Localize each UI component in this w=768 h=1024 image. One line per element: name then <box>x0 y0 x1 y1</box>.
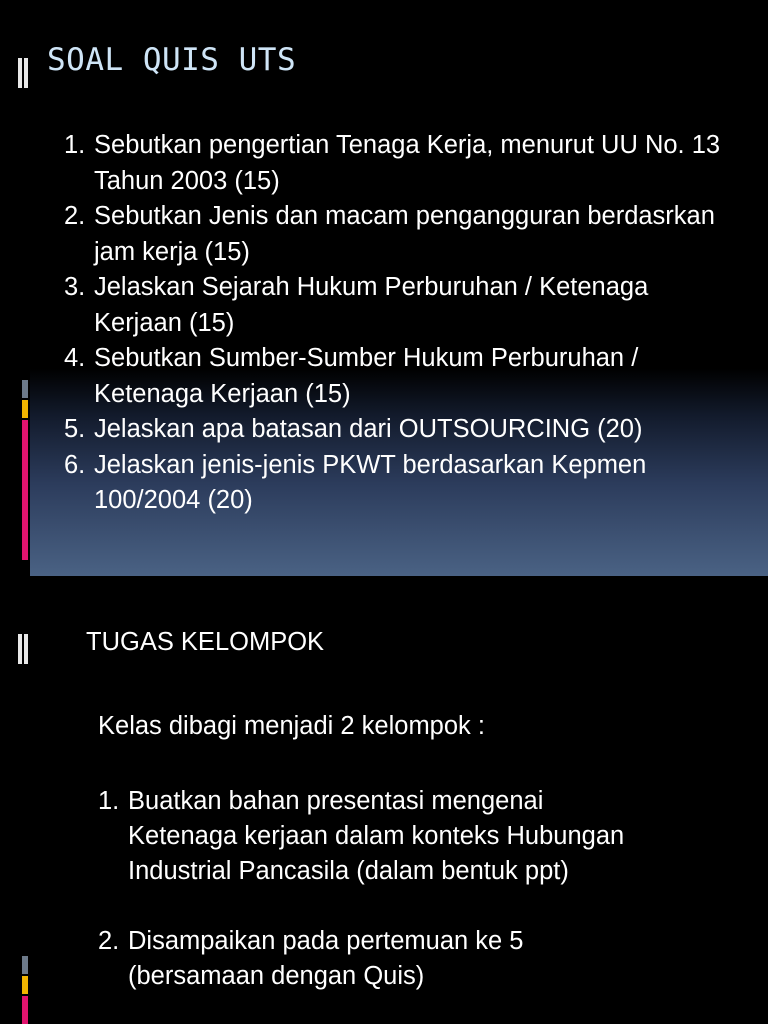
item-text: Sebutkan Sumber-Sumber Hukum Perburuhan / Ketenaga Kerjaan (15) <box>94 344 639 408</box>
item-number: 1. <box>64 131 86 159</box>
slide-title: SOAL QUIS UTS <box>47 42 297 78</box>
intro-text: Kelas dibagi menjadi 2 kelompok : <box>98 712 485 740</box>
item-text: Buatkan bahan presentasi mengenai Ketenaga kerjaan dalam konteks Hubungan Industrial Pancasila (dalam bentuk ppt) <box>128 787 625 885</box>
list-item <box>64 128 738 199</box>
item-number: 3. <box>64 273 86 301</box>
item-number: 2. <box>98 927 120 955</box>
item-number: 1. <box>98 787 120 815</box>
list-item <box>64 448 738 519</box>
task-list <box>98 784 658 1024</box>
section-heading: TUGAS KELOMPOK <box>86 628 325 656</box>
list-item <box>64 199 738 270</box>
list-item <box>98 924 658 994</box>
title-marker-icon <box>18 58 30 88</box>
title-marker-icon <box>18 634 30 664</box>
item-number: 4. <box>64 344 86 372</box>
item-text: Jelaskan jenis-jenis PKWT berdasarkan Kepmen 100/2004 (20) <box>94 450 647 514</box>
item-number: 6. <box>64 450 86 479</box>
item-text: Jelaskan apa batasan dari OUTSOURCING (20) <box>94 415 643 443</box>
list-item <box>64 341 738 412</box>
item-text: Jelaskan Sejarah Hukum Perburuhan / Ketenaga Kerjaan (15) <box>94 273 649 337</box>
item-number: 5. <box>64 415 86 443</box>
list-item <box>98 784 658 889</box>
list-item <box>64 270 738 341</box>
item-text: Disampaikan pada pertemuan ke 5 (bersamaan dengan Quis) <box>128 927 524 990</box>
item-number: 2. <box>64 202 86 230</box>
slide-group-task <box>0 576 768 1024</box>
list-item <box>64 412 738 448</box>
accent-bars <box>22 956 28 1024</box>
item-text: Sebutkan pengertian Tenaga Kerja, menurut UU No. 13 Tahun 2003 (15) <box>94 131 721 195</box>
accent-bars <box>22 380 28 562</box>
item-text: Sebutkan Jenis dan macam pengangguran berdasrkan jam kerja (15) <box>94 202 715 266</box>
quiz-question-list <box>64 128 738 519</box>
